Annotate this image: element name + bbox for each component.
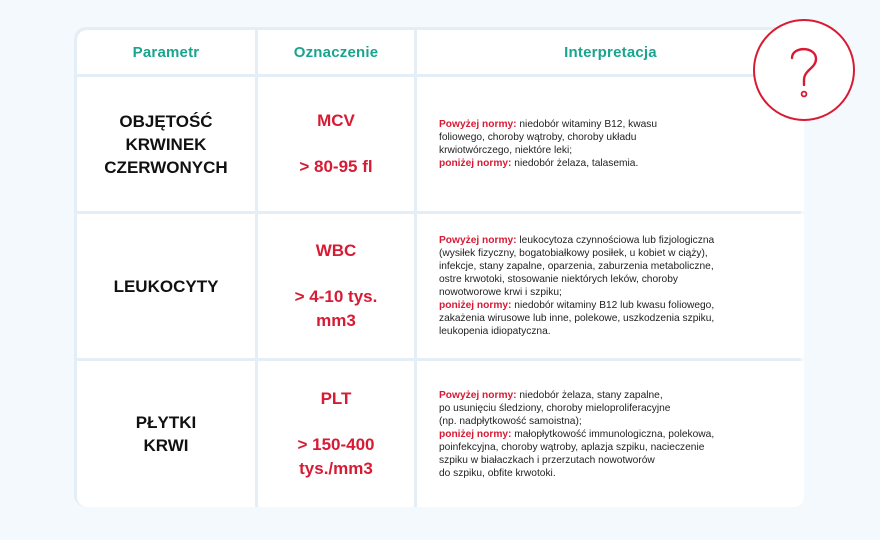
blood-parameters-table xyxy=(74,27,801,507)
param-line: LEUKOCYTY xyxy=(113,276,219,296)
row-plt-param xyxy=(77,361,255,507)
interp-text: niedobór żelaza, stany zapalne, xyxy=(516,389,663,401)
param-range: > 150-400 xyxy=(297,435,375,454)
interp-text: ostre krwotoki, stosowanie niektórych leków, choroby xyxy=(439,274,678,285)
interp-text: niedobór żelaza, talasemia. xyxy=(511,158,639,169)
row-mcv-param xyxy=(77,77,255,211)
row-wbc-param xyxy=(77,214,255,358)
interp-text: do szpiku, obfite krwotoki. xyxy=(439,467,556,479)
header-parametr xyxy=(77,30,255,74)
header-parametr-label: Parametr xyxy=(132,43,200,61)
above-norm-label: Powyżej normy: xyxy=(439,389,517,401)
above-norm-label: Powyżej normy: xyxy=(439,119,517,130)
header-interpretacja xyxy=(417,30,804,74)
interp-text: krwiotwórczego, niektóre leki; xyxy=(439,145,573,156)
param-range: > 80-95 fl xyxy=(299,157,373,176)
param-line: CZERWONYCH xyxy=(104,157,228,177)
param-line: OBJĘTOŚĆ xyxy=(119,111,213,131)
param-range: > 4-10 tys. xyxy=(294,287,378,306)
row-plt-code xyxy=(258,361,414,507)
param-range: tys./mm3 xyxy=(299,459,373,478)
header-oznaczenie xyxy=(258,30,414,74)
interp-text: (wysiłek fizyczny, bogatobiałkowy posiłek, u kobiet w ciąży), xyxy=(439,248,708,259)
row-wbc-code xyxy=(258,214,414,358)
interp-text: małopłytkowość immunologiczna, polekowa, xyxy=(511,428,715,440)
interp-text: niedobór witaminy B12 lub kwasu foliowego, xyxy=(511,300,715,311)
question-circle-icon xyxy=(752,18,856,122)
interp-text: niedobór witaminy B12, kwasu xyxy=(516,119,657,130)
interp-text: (np. nadpłytkowość samoistna); xyxy=(439,415,582,427)
row-mcv-interpretation xyxy=(417,77,804,211)
row-plt-interpretation xyxy=(417,361,804,507)
param-code: WBC xyxy=(315,241,357,260)
below-norm-label: poniżej normy: xyxy=(439,428,512,440)
interp-text: leukopenia idiopatyczna. xyxy=(439,326,551,337)
above-norm-label: Powyżej normy: xyxy=(439,235,517,246)
param-line: KRWI xyxy=(143,436,189,455)
interp-text: szpiku w białaczkach i przerzutach nowotworów xyxy=(439,454,655,466)
interp-text: infekcje, stany zapalne, oparzenia, zaburzenia metaboliczne, xyxy=(439,261,714,272)
below-norm-label: poniżej normy: xyxy=(439,300,512,311)
param-line: PŁYTKI xyxy=(135,413,197,432)
param-range: mm3 xyxy=(316,311,356,330)
header-oznaczenie-label: Oznaczenie xyxy=(293,43,379,61)
interp-text: nowotworowe krwi i szpiku; xyxy=(439,287,562,298)
interp-text: poinfekcyjna, choroby wątroby, aplazja szpiku, nacieczenie xyxy=(439,441,705,453)
below-norm-label: poniżej normy: xyxy=(439,158,512,169)
row-mcv-code xyxy=(258,77,414,211)
row-wbc-interpretation xyxy=(417,214,804,358)
param-line: KRWINEK xyxy=(125,134,207,154)
interp-text: leukocytoza czynnościowa lub fizjologiczna xyxy=(516,235,715,246)
header-interpretacja-label: Interpretacja xyxy=(564,43,657,61)
interp-text: po usunięciu śledziony, choroby mieloproliferacyjne xyxy=(439,402,671,414)
param-code: PLT xyxy=(320,389,352,408)
interp-text: zakażenia wirusowe lub inne, polekowe, uszkodzenia szpiku, xyxy=(439,313,715,324)
param-code: MCV xyxy=(317,111,355,130)
interp-text: foliowego, choroby wątroby, choroby układu xyxy=(439,132,637,143)
